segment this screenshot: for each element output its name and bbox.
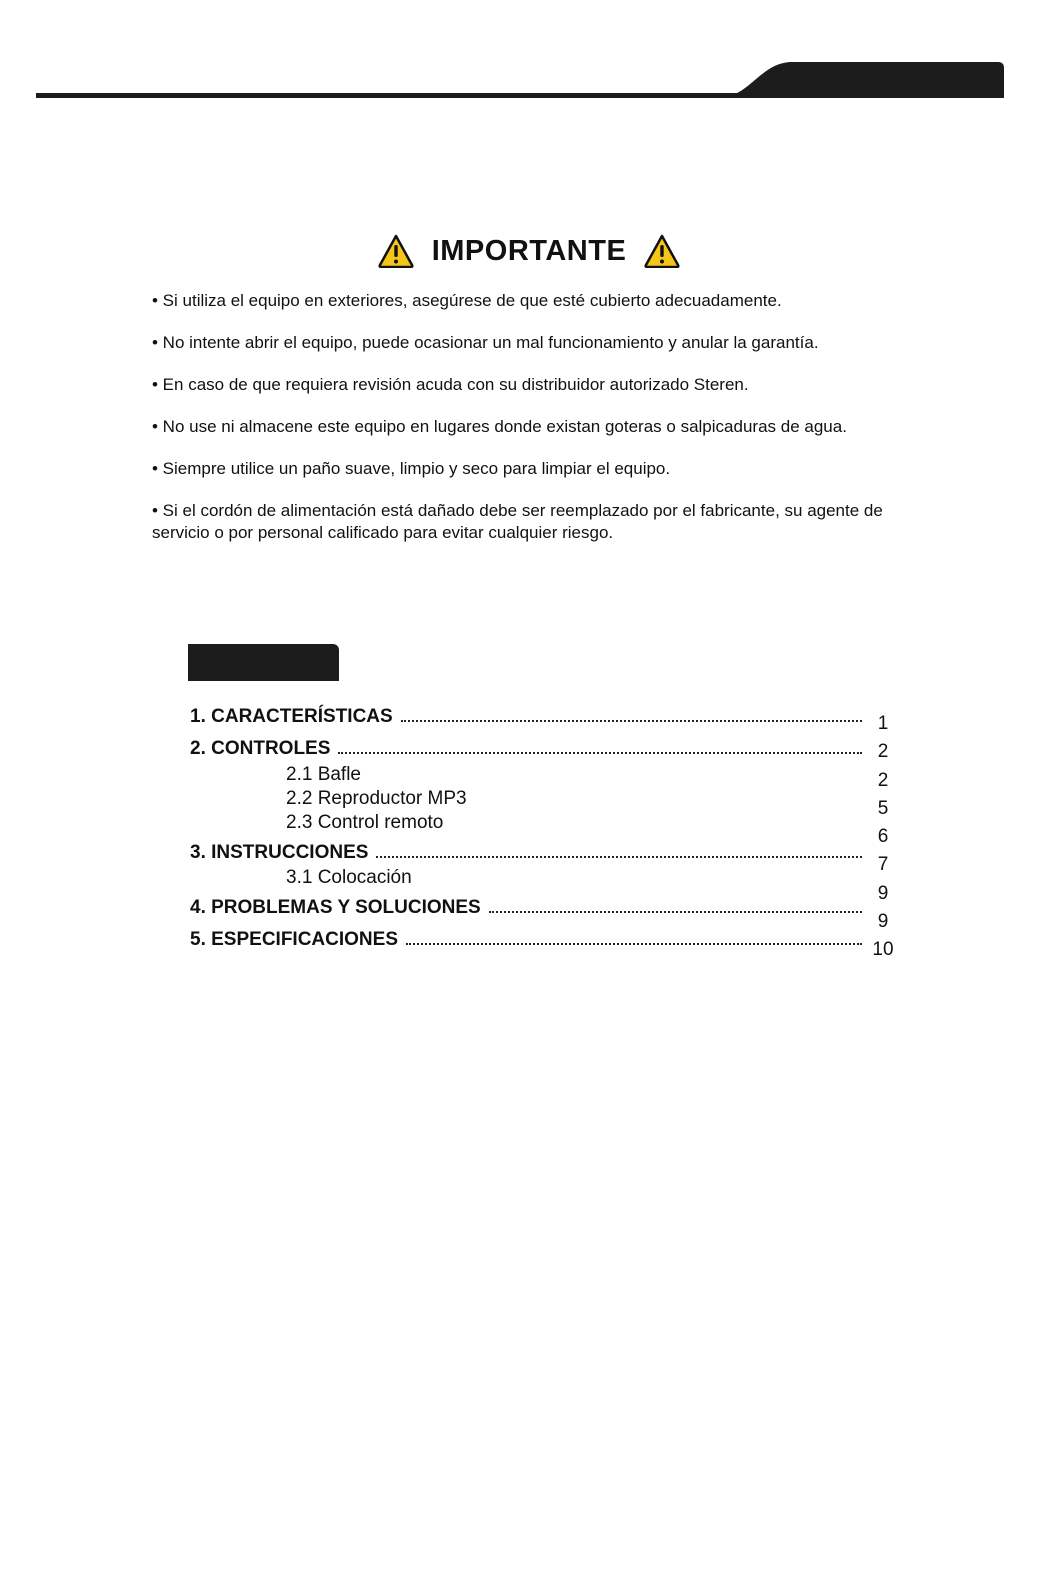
important-heading — [0, 234, 1058, 268]
toc-subentry[interactable]: 2.3 Control remoto — [286, 812, 444, 833]
warning-triangle-icon — [644, 234, 680, 268]
toc-page-number: 7 — [877, 854, 889, 876]
toc-entry-label: 3. INSTRUCCIONES — [190, 842, 369, 863]
toc-leader-dots — [406, 943, 862, 945]
toc-subentry[interactable]: 3.1 Colocación — [286, 867, 412, 888]
toc-page-numbers — [868, 710, 898, 965]
toc-subentry[interactable]: 2.2 Reproductor MP3 — [286, 788, 467, 809]
toc-page-number: 2 — [877, 741, 889, 763]
toc-section-tab — [188, 644, 339, 681]
warning-item: • No use ni almacene este equipo en lugares donde existan goteras o salpicaduras de agua. — [152, 417, 847, 436]
toc-subentry[interactable]: 2.1 Bafle — [286, 764, 361, 785]
toc-entry[interactable] — [190, 929, 862, 951]
toc-entry[interactable] — [190, 897, 862, 919]
warning-list — [152, 290, 912, 564]
warning-item: • Si utiliza el equipo en exteriores, asegúrese de que esté cubierto adecuadamente. — [152, 291, 782, 310]
warning-item: • En caso de que requiera revisión acuda con su distribuidor autorizado Steren. — [152, 375, 749, 394]
toc-page-number: 9 — [877, 911, 889, 933]
toc-page-number: 1 — [877, 713, 889, 734]
toc-page-number: 10 — [872, 939, 894, 961]
toc-entry-label: 2. CONTROLES — [190, 738, 331, 759]
warning-item: • Siempre utilice un paño suave, limpio y seco para limpiar el equipo. — [152, 459, 671, 478]
toc-leader-dots — [489, 911, 862, 913]
toc-entry-label: 1. CARACTERÍSTICAS — [190, 706, 393, 727]
toc-page-number: 6 — [877, 826, 889, 848]
toc-entry[interactable] — [190, 706, 862, 728]
toc-leader-dots — [338, 752, 862, 754]
toc-page-number: 9 — [877, 882, 889, 904]
toc-page-number: 2 — [877, 769, 889, 791]
important-title: IMPORTANTE — [431, 234, 627, 267]
toc-entry[interactable] — [190, 842, 862, 864]
toc-entry-label: 5. ESPECIFICACIONES — [190, 929, 398, 950]
warning-item: • No intente abrir el equipo, puede ocasionar un mal funcionamiento y anular la garantía. — [152, 333, 819, 352]
toc-entry[interactable] — [190, 738, 862, 760]
toc-page-number: 5 — [877, 797, 889, 819]
warning-item: • Si el cordón de alimentación está dañado debe ser reemplazado por el fabricante, su agente de servicio o por personal calificado para evitar cualquier riesgo. — [152, 501, 883, 542]
header-tab — [700, 60, 1004, 98]
toc-leader-dots — [401, 720, 862, 722]
toc-entry-label: 4. PROBLEMAS Y SOLUCIONES — [190, 897, 481, 918]
warning-triangle-icon — [378, 234, 414, 268]
toc-leader-dots — [376, 856, 862, 858]
